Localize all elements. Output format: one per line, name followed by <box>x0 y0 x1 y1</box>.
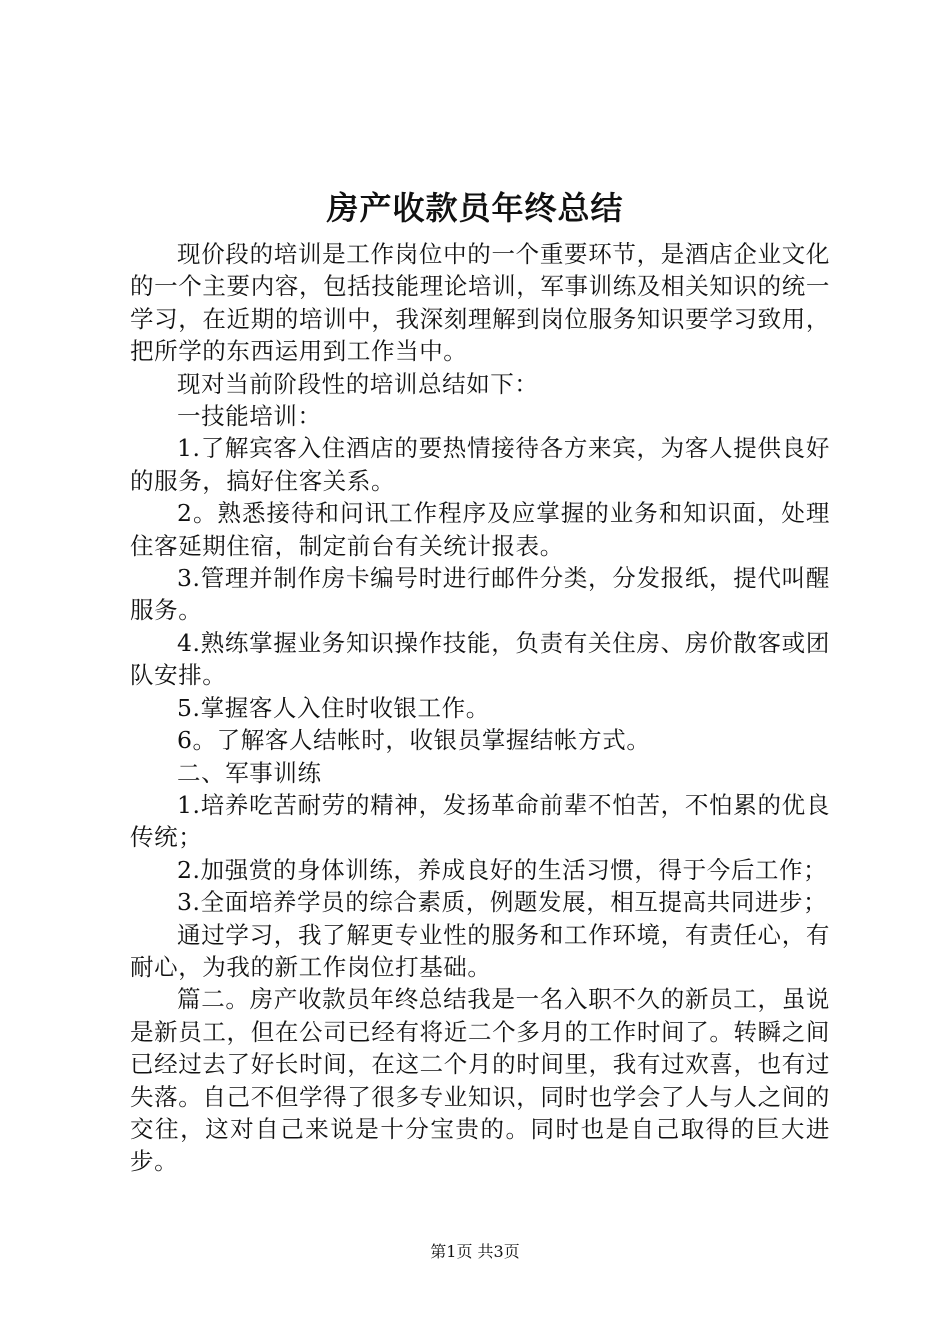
document-body <box>130 238 830 1178</box>
section-heading: 二、军事训练 <box>177 758 322 787</box>
page-footer: 第1页 共3页 <box>430 1242 520 1261</box>
section-heading: 一技能培训： <box>177 402 322 431</box>
paragraph: 现价段的培训是工作岗位中的一个重要环节，是酒店企业文化的一个主要内容，包括技能理论培训，军事训练及相关知识的统一学习，在近期的培训中，我深刻理解到岗位服务知识要学习致用，把所学的东西运用到工作当中。 <box>130 240 830 366</box>
list-item: 1.培养吃苦耐劳的精神，发扬革命前辈不怕苦，不怕累的优良传统； <box>130 790 830 852</box>
list-item: 1.了解宾客入住酒店的要热情接待各方来宾，为客人提供良好的服务，搞好住客关系。 <box>130 434 830 495</box>
list-item: 3.管理并制作房卡编号时进行邮件分类，分发报纸，提代叫醒服务。 <box>130 564 830 625</box>
paragraph: 现对当前阶段性的培训总结如下： <box>177 369 539 398</box>
list-item: 2。熟悉接待和问讯工作程序及应掌握的业务和知识面，处理住客延期住宿，制定前台有关统计报表。 <box>130 499 830 560</box>
document-title: 房产收款员年终总结 <box>326 189 624 227</box>
list-item: 4.熟练掌握业务知识操作技能，负责有关住房、房价散客或团队安排。 <box>130 628 830 690</box>
paragraph: 篇二。房产收款员年终总结我是一名入职不久的新员工，虽说是新员工，但在公司已经有将近二个多月的工作时间了。转瞬之间已经过去了好长时间，在这二个月的时间里，我有过欢喜，也有过失落。自己不但学得了很多专业知识，同时也学会了人与人之间的交往，这对自己来说是十分宝贵的。同时也是自己取得的巨大进步。 <box>130 985 830 1176</box>
paragraph: 通过学习，我了解更专业性的服务和工作环境，有责任心，有耐心，为我的新工作岗位打基础。 <box>130 920 830 981</box>
list-item: 5.掌握客人入住时收银工作。 <box>177 693 490 722</box>
list-item: 6。了解客人结帐时，收银员掌握结帐方式。 <box>177 726 651 755</box>
list-item: 2.加强赏的身体训练，养成良好的生活习惯，得于今后工作； <box>177 855 828 884</box>
list-item: 3.全面培养学员的综合素质，例题发展，相互提高共同进步； <box>177 888 828 917</box>
